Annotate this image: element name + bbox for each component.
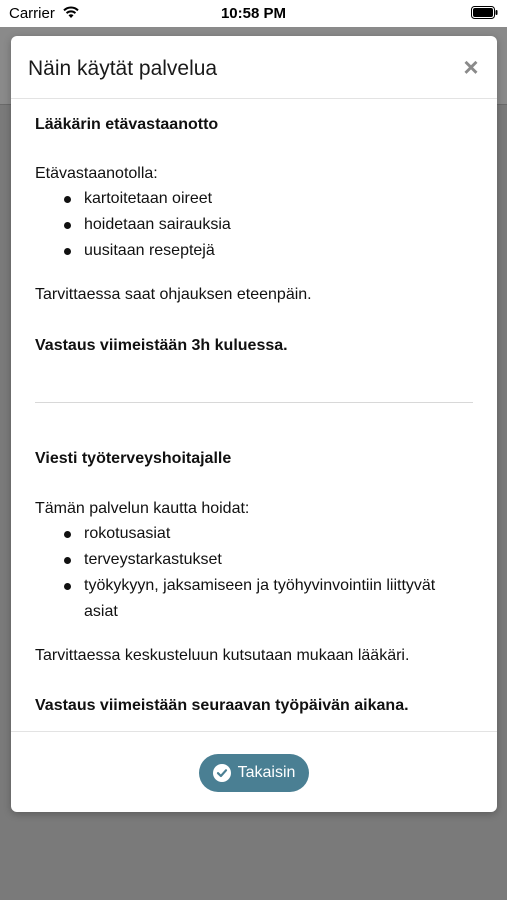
section-title: Lääkärin etävastaanotto — [35, 116, 219, 133]
section-divider — [35, 402, 473, 403]
list-item: kartoitetaan oireet — [35, 186, 473, 212]
section-doctor-content — [35, 165, 473, 264]
back-button[interactable] — [199, 754, 309, 792]
response-time: Vastaus viimeistään seuraavan työpäivän aikana. — [35, 697, 409, 714]
list-item: rokotusasiat — [35, 521, 473, 547]
modal-header — [11, 36, 497, 99]
section-intro: Etävastaanotolla: — [35, 165, 158, 182]
section-note: Tarvittaessa saat ohjauksen eteenpäin. — [35, 286, 312, 303]
battery-icon — [471, 6, 498, 19]
close-icon[interactable]: × — [463, 52, 479, 82]
modal-footer — [11, 731, 497, 812]
response-time: Vastaus viimeistään 3h kuluessa. — [35, 337, 288, 354]
carrier-label: Carrier — [9, 5, 55, 22]
section-doctor — [35, 116, 218, 134]
section-note: Tarvittaessa keskusteluun kutsutaan mukaan lääkäri. — [35, 647, 410, 664]
clock: 10:58 PM — [220, 5, 287, 22]
service-info-modal — [11, 36, 497, 812]
check-circle-icon — [213, 764, 231, 782]
modal-title: Näin käytät palvelua — [28, 57, 218, 80]
section-nurse-content — [35, 500, 473, 625]
status-bar — [0, 0, 507, 27]
back-button-label: Takaisin — [237, 764, 296, 781]
section-intro: Tämän palvelun kautta hoidat: — [35, 500, 250, 517]
service-list — [35, 521, 473, 625]
list-item: terveystarkastukset — [35, 547, 473, 573]
service-list — [35, 186, 473, 264]
list-item: uusitaan reseptejä — [35, 238, 473, 264]
list-item: työkykyyn, jaksamiseen ja työhyvinvointiin liittyvät asiat — [35, 573, 473, 625]
list-item: hoidetaan sairauksia — [35, 212, 473, 238]
section-title: Viesti työterveyshoitajalle — [35, 450, 232, 467]
